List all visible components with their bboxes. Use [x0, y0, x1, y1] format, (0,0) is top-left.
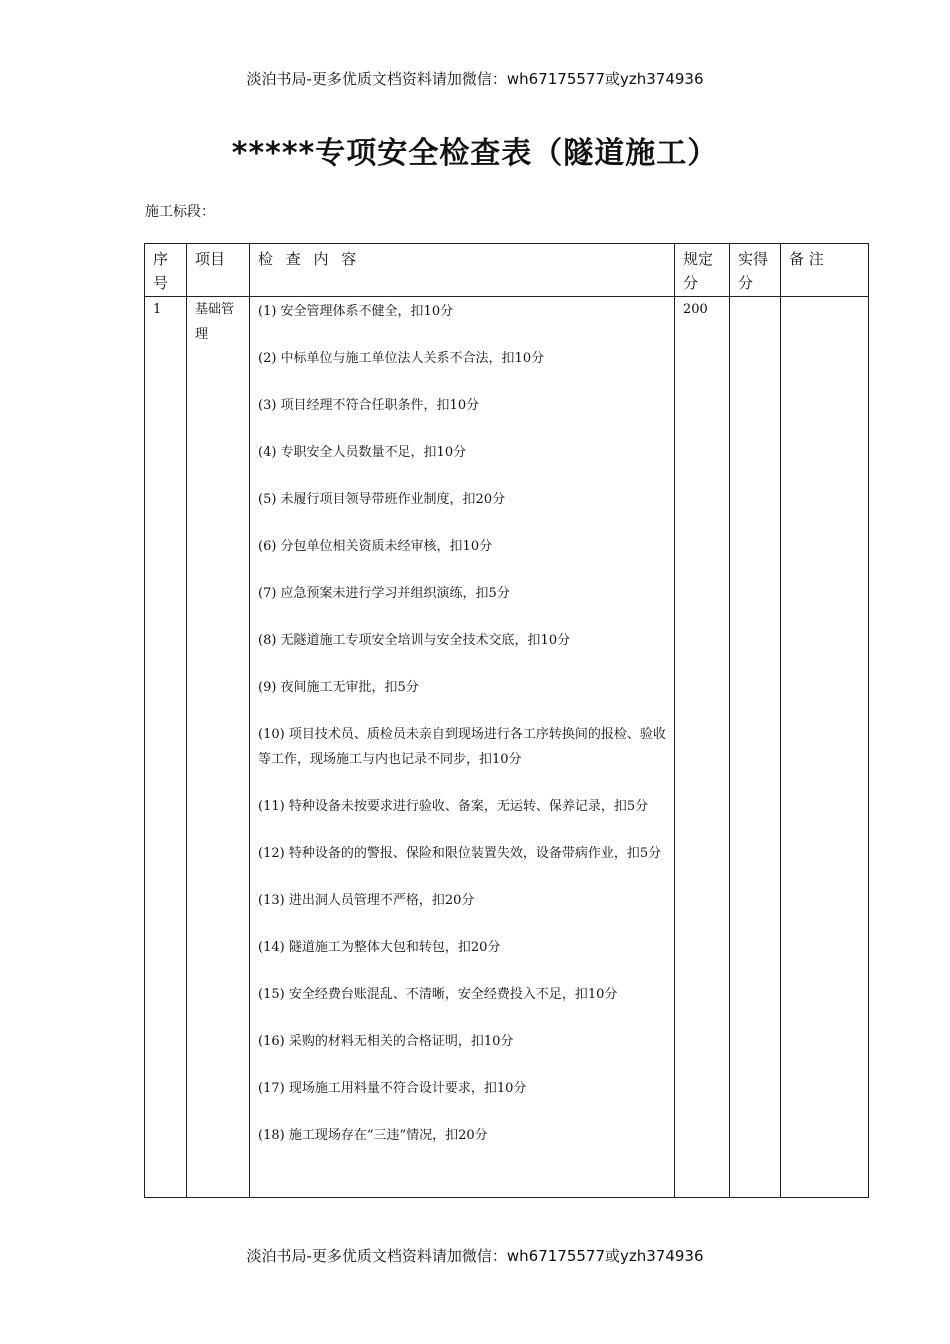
inspection-table	[144, 243, 869, 1198]
inspection-item: (16) 采购的材料无相关的合格证明，扣10分	[258, 1034, 514, 1049]
inspection-item: (8) 无隧道施工专项安全培训与安全技术交底，扣10分	[258, 633, 571, 648]
inspection-items-list	[258, 297, 668, 1148]
row-actual-score	[730, 297, 781, 1198]
inspection-item: (3) 项目经理不符合任职条件，扣10分	[258, 398, 480, 413]
construction-section-label: 施工标段：	[145, 204, 215, 220]
inspection-item: (9) 夜间施工无审批，扣5分	[258, 680, 419, 695]
inspection-item: (12) 特种设备的的警报、保险和限位装置失效，设备带病作业，扣5分	[258, 846, 662, 861]
row-project: 基础管理	[187, 297, 250, 1198]
inspection-item: (18) 施工现场存在“三违”情况，扣20分	[258, 1128, 488, 1143]
table-row	[145, 297, 869, 1198]
inspection-item: (17) 现场施工用料量不符合设计要求，扣10分	[258, 1081, 527, 1096]
row-seq: 1	[145, 297, 187, 1198]
row-remarks	[781, 297, 869, 1198]
inspection-item: (11) 特种设备未按要求进行验收、备案，无运转、保养记录，扣5分	[258, 799, 649, 814]
table-header-row	[145, 244, 869, 297]
header-remarks: 备 注	[781, 244, 869, 297]
inspection-item: (6) 分包单位相关资质未经审核，扣10分	[258, 539, 493, 554]
inspection-item: (7) 应急预案未进行学习并组织演练，扣5分	[258, 586, 510, 601]
inspection-item: (4) 专职安全人员数量不足，扣10分	[258, 445, 467, 460]
inspection-item: (2) 中标单位与施工单位法人关系不合法，扣10分	[258, 351, 545, 366]
inspection-item: (10) 项目技术员、质检员未亲自到现场进行各工序转换间的报检、验收等工作，现场施工与内也记录不同步，扣10分	[258, 727, 666, 767]
document-title: *****专项安全检查表（隧道施工）	[231, 136, 719, 171]
row-content	[250, 297, 675, 1198]
header-actual-score: 实得分	[730, 244, 781, 297]
row-standard-score: 200	[675, 297, 730, 1198]
inspection-item: (5) 未履行项目领导带班作业制度，扣20分	[258, 492, 506, 507]
inspection-item: (15) 安全经费台账混乱、不清晰，安全经费投入不足，扣10分	[258, 987, 618, 1002]
header-seq: 序号	[145, 244, 187, 297]
inspection-item: (1) 安全管理体系不健全，扣10分	[258, 304, 454, 319]
inspection-item: (13) 进出洞人员管理不严格，扣20分	[258, 893, 475, 908]
header-watermark: 淡泊书局-更多优质文档资料请加微信：wh67175577或yzh374936	[246, 70, 704, 88]
header-content: 检 查 内 容	[250, 244, 675, 297]
header-standard-score: 规定分	[675, 244, 730, 297]
footer-watermark: 淡泊书局-更多优质文档资料请加微信：wh67175577或yzh374936	[246, 1247, 704, 1265]
inspection-item: (14) 隧道施工为整体大包和转包，扣20分	[258, 940, 501, 955]
header-project: 项目	[187, 244, 250, 297]
